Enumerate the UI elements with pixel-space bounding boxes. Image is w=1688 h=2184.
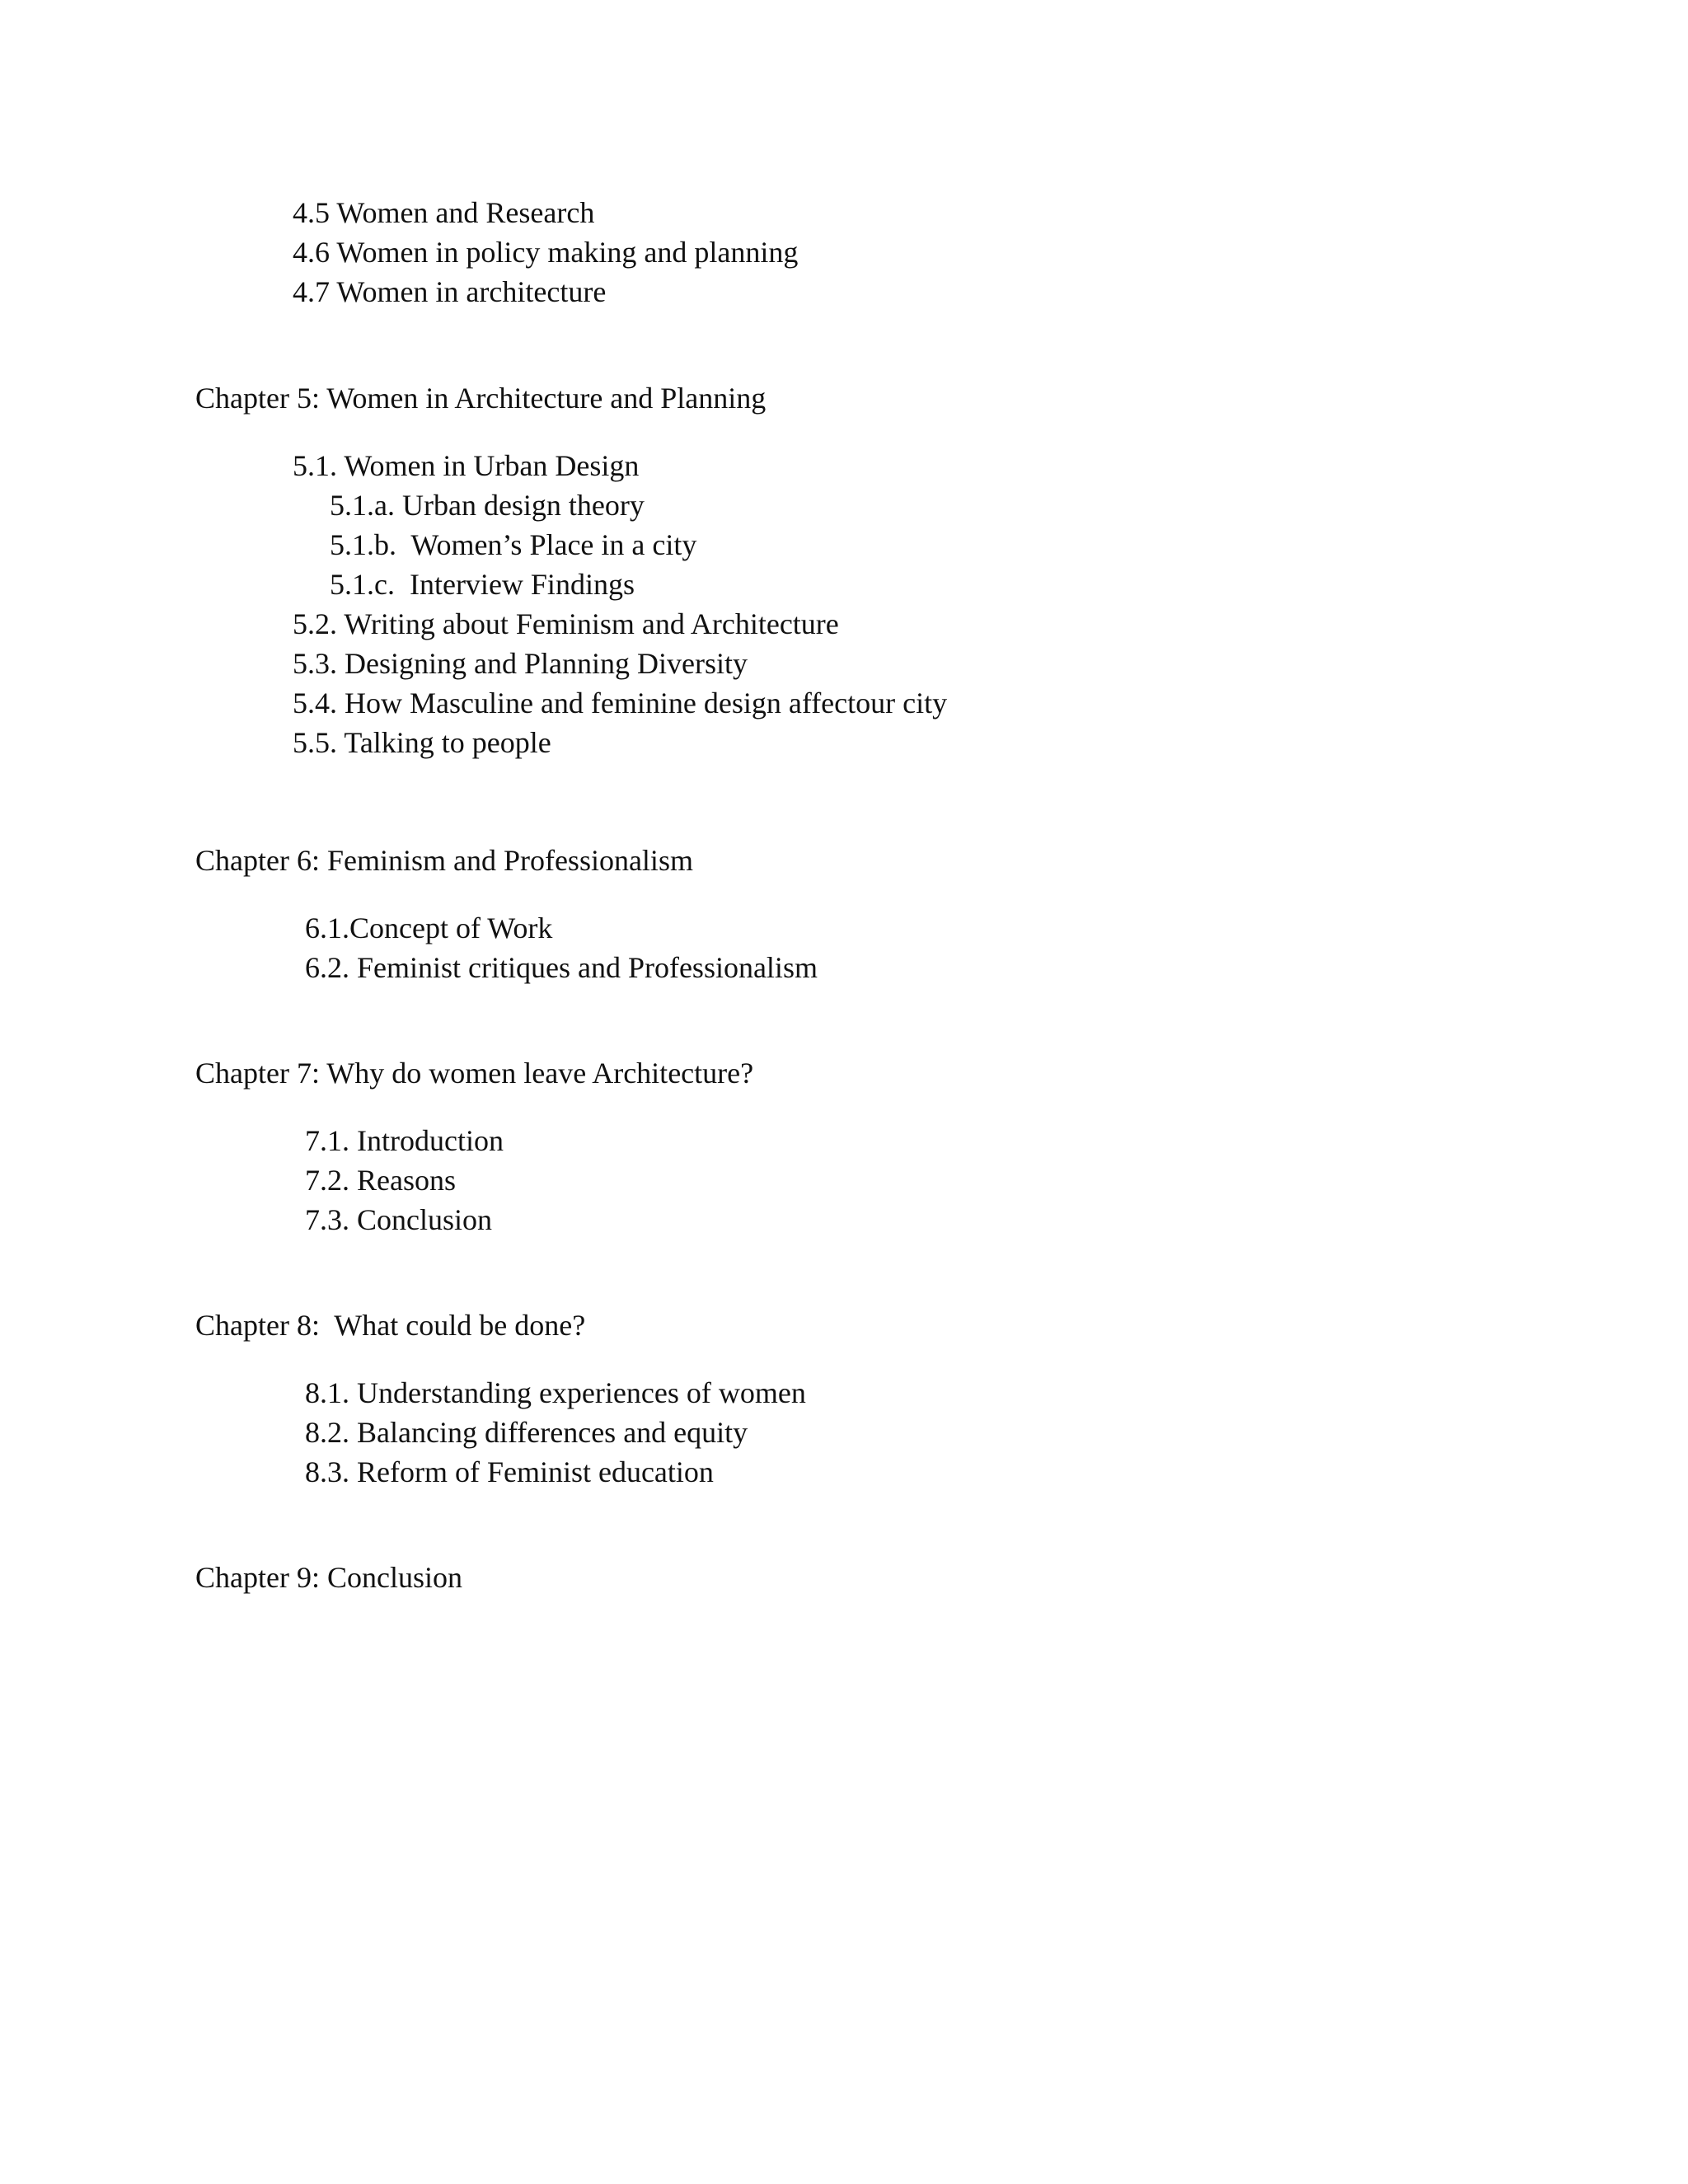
toc-entry-7-3: 7.3. Conclusion: [305, 1203, 493, 1236]
toc-entry-5-2: 5.2. Writing about Feminism and Architecture: [293, 607, 839, 640]
chapter-5-heading: Chapter 5: Women in Architecture and Planning: [195, 382, 767, 415]
toc-entry-5-5: 5.5. Talking to people: [293, 726, 551, 759]
toc-entry-7-1: 7.1. Introduction: [305, 1124, 504, 1157]
toc-entry-5-1: 5.1. Women in Urban Design: [293, 449, 640, 482]
toc-entry-5-1-a: 5.1.a. Urban design theory: [330, 489, 645, 522]
chapter-9-heading: Chapter 9: Conclusion: [195, 1561, 462, 1594]
toc-entry-4-5: 4.5 Women and Research: [293, 196, 595, 229]
toc-entry-8-1: 8.1. Understanding experiences of women: [305, 1376, 806, 1409]
toc-entry-5-1-c: 5.1.c. Interview Findings: [330, 568, 635, 601]
chapter-8-heading: Chapter 8: What could be done?: [195, 1309, 586, 1342]
toc-entry-5-3: 5.3. Designing and Planning Diversity: [293, 647, 748, 680]
toc-entry-5-1-b: 5.1.b. Women’s Place in a city: [330, 528, 697, 561]
toc-entry-8-2: 8.2. Balancing differences and equity: [305, 1416, 748, 1449]
toc-entry-6-2: 6.2. Feminist critiques and Professionalism: [305, 951, 818, 984]
chapter-7-heading: Chapter 7: Why do women leave Architecture?: [195, 1057, 754, 1090]
toc-entry-8-3: 8.3. Reform of Feminist education: [305, 1455, 714, 1488]
toc-entry-5-4: 5.4. How Masculine and feminine design affectour city: [293, 687, 948, 719]
toc-entry-4-7: 4.7 Women in architecture: [293, 275, 607, 308]
toc-entry-7-2: 7.2. Reasons: [305, 1164, 456, 1197]
toc-entry-6-1: 6.1.Concept of Work: [305, 912, 553, 944]
chapter-6-heading: Chapter 6: Feminism and Professionalism: [195, 844, 693, 877]
toc-entry-4-6: 4.6 Women in policy making and planning: [293, 236, 799, 269]
